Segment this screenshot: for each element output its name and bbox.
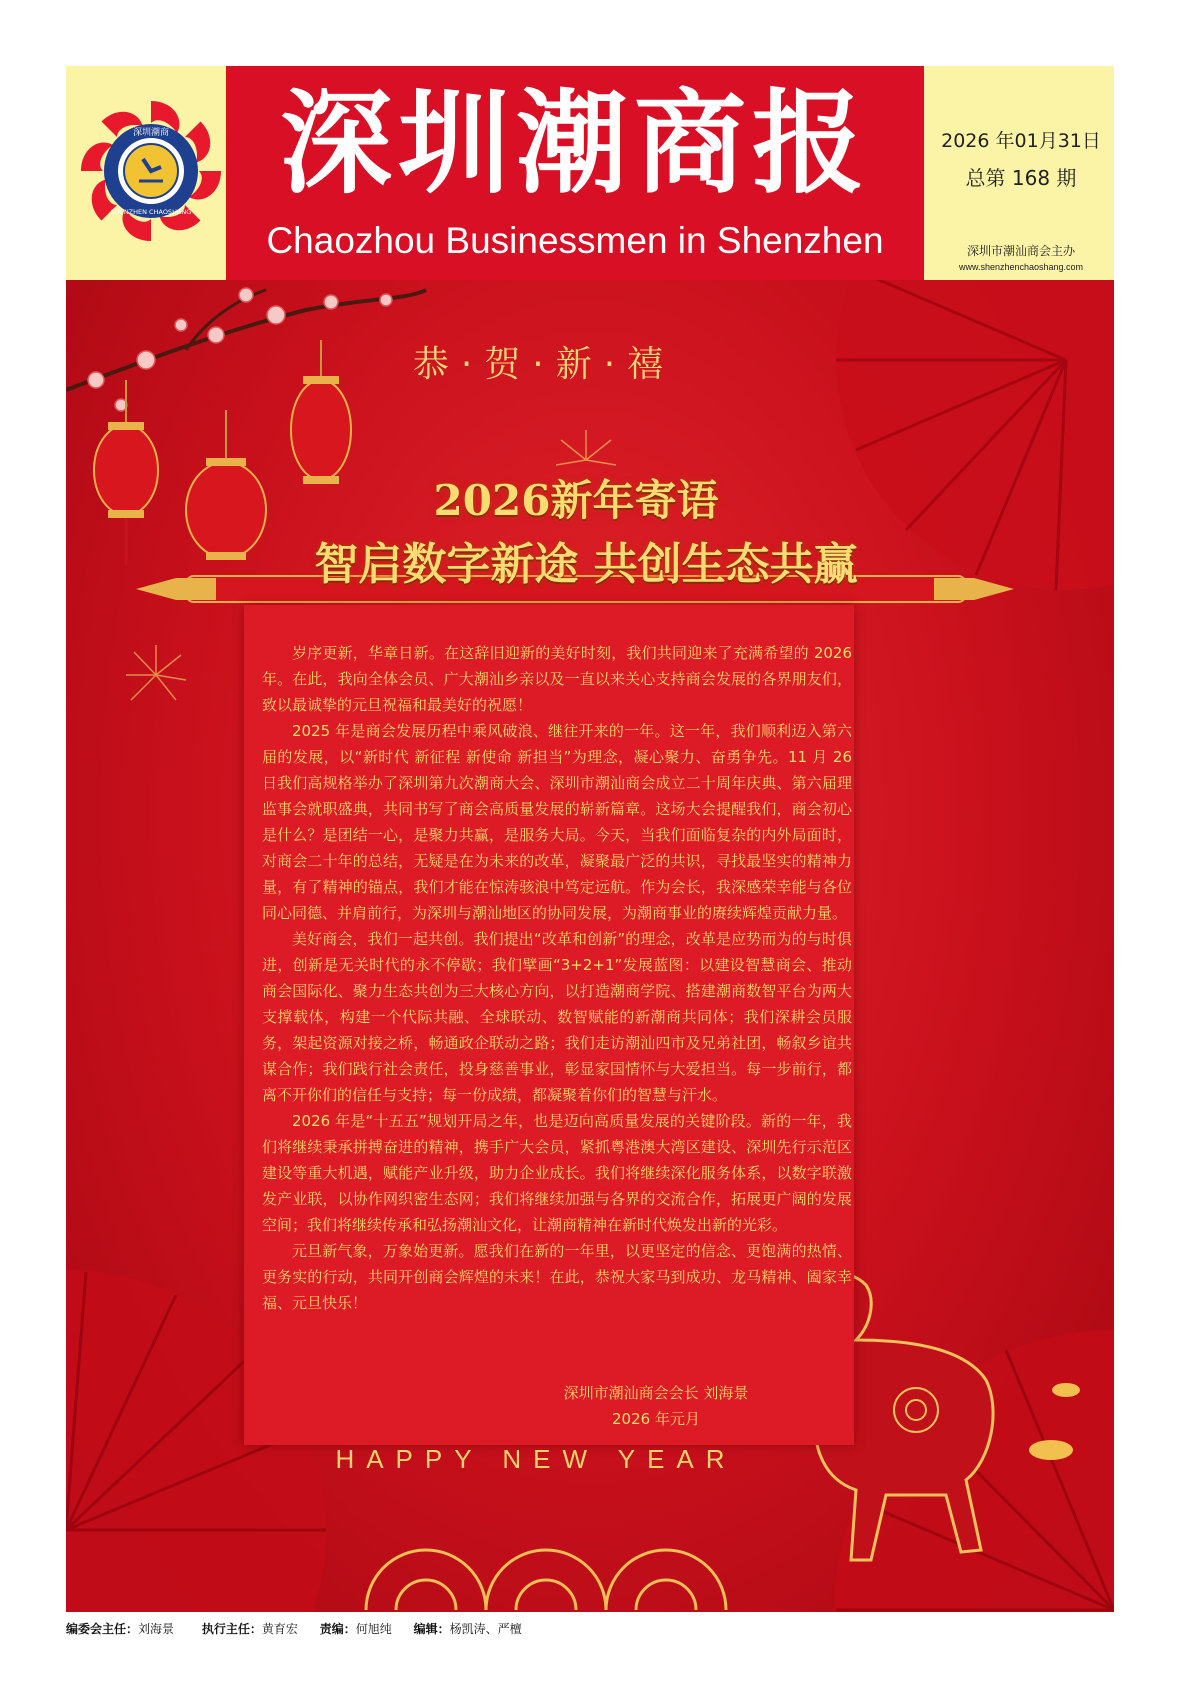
- headline: 2026新年寄语: [433, 476, 719, 525]
- newspaper-title: 深圳潮商报: [280, 79, 870, 209]
- happy-new-year: HAPPY NEW YEAR: [335, 1444, 737, 1474]
- issue-date: 2026 年01月31日: [941, 130, 1101, 152]
- paragraph: 岁序更新，华章日新。在这辞旧迎新的美好时刻，我们共同迎来了充满希望的 2026 年。在此，我向全体会员、广大潮汕乡亲以及一直以来关心支持商会发展的各界朋友们，致以最诚挚的元旦祝福和最美好的祝愿！: [262, 644, 852, 714]
- firework-icon: [556, 430, 616, 465]
- wave-pattern: [366, 1550, 726, 1610]
- paragraph: 元旦新气象，万象始更新。愿我们在新的一年里，以更坚定的信念、更饱满的热情、更务实的行动，共同开创商会辉煌的未来！在此，恭祝大家马到成功、龙马精神、阖家幸福、元旦快乐！: [262, 1242, 852, 1312]
- signature-date: 2026 年元月: [612, 1410, 700, 1428]
- letter-body: [262, 640, 852, 1316]
- subheadline: 智启数字新途 共创生态共赢: [314, 539, 858, 590]
- issue-number: 总第 168 期: [965, 166, 1077, 190]
- firework-icon: [126, 645, 186, 700]
- lantern-icon: [291, 340, 351, 484]
- website-url: www.shenzhenchaoshang.com: [958, 262, 1084, 272]
- newspaper-title-en: Chaozhou Businessmen in Shenzhen: [266, 220, 884, 261]
- new-year-poster: [66, 280, 1114, 1612]
- editorial-credits: [66, 1620, 1114, 1637]
- newspaper-page: [66, 66, 1114, 1612]
- signature: 深圳市潮汕商会会长 刘海景: [563, 1384, 749, 1402]
- chamber-logo: [76, 96, 226, 246]
- logo-text-top: 深圳潮商: [132, 128, 170, 138]
- title-box: [226, 66, 924, 280]
- credit-item: 责编：何旭纯: [319, 1622, 392, 1636]
- lantern-icon: [94, 380, 158, 565]
- credit-item: 编委会主任：刘海景: [66, 1622, 175, 1636]
- publisher: 深圳市潮汕商会主办: [966, 244, 1075, 258]
- paragraph: 2025 年是商会发展历程中乘风破浪、继往开来的一年。这一年，我们顺利迈入第六届的发展，以“新时代 新征程 新使命 新担当”为理念，凝心聚力、奋勇争先。11 月 26 日我们高规格举办了深圳第九次潮商大会、深圳市潮汕商会成立二十周年庆典、第六届理监事会就职盛典，共同书写了商会高质量发展的崭新篇章。这场大会提醒我们，商会初心是什么？是团结一心，是聚力共赢，是服务大局。今天，当我们面临复杂的内外局面时，对商会二十年的总结，无疑是在为未来的改革，凝聚最广泛的共识，寻找最坚实的精神力量，有了精神的锚点，我们才能在惊涛骇浪中笃定远航。作为会长，我深感荣幸能与各位同心同德、并肩前行，为深圳与潮汕地区的协同发展，为潮商事业的赓续辉煌贡献力量。: [262, 722, 852, 922]
- signature-block: [496, 1380, 816, 1432]
- credit-item: 执行主任：黄育宏: [201, 1622, 298, 1636]
- paragraph: 2026 年是“十五五”规划开局之年，也是迈向高质量发展的关键阶段。新的一年，我们将继续秉承拼搏奋进的精神，携手广大会员，紧抓粤港澳大湾区建设、深圳先行示范区建设等重大机遇，赋能产业升级，助力企业成长。我们将继续深化服务体系，以数字联激发产业联，以协作网织密生态网；我们将继续加强与各界的交流合作，拓展更广阔的发展空间；我们将继续传承和弘扬潮汕文化，让潮商精神在新时代焕发出新的光彩。: [262, 1112, 852, 1234]
- logo-text-bottom: SHENZHEN CHAOSHANG: [110, 208, 192, 216]
- greeting: 恭·贺·新·禧: [412, 344, 676, 385]
- paragraph: 美好商会，我们一起共创。我们提出“改革和创新”的理念，改革是应势而为的与时俱进，创新是无关时代的永不停歇；我们擘画“3+2+1”发展蓝图：以建设智慧商会、推动商会国际化、聚力生态共创为三大核心方向，以打造潮商学院、搭建潮商数智平台为两大支撑载体，构建一个代际共融、全球联动、数智赋能的新潮商共同体；我们深耕会员服务，架起资源对接之桥，畅通政企联动之路；我们走访潮汕四市及兄弟社团，畅叙乡谊共谋合作；我们践行社会责任，投身慈善事业，彰显家国情怀与大爱担当。每一步前行，都离不开你们的信任与支持；每一份成绩，都凝聚着你们的智慧与汗水。: [262, 930, 852, 1104]
- credit-item: 编辑：杨凯涛、严檀: [413, 1622, 522, 1636]
- issue-info: [928, 66, 1114, 280]
- masthead: [66, 66, 1114, 280]
